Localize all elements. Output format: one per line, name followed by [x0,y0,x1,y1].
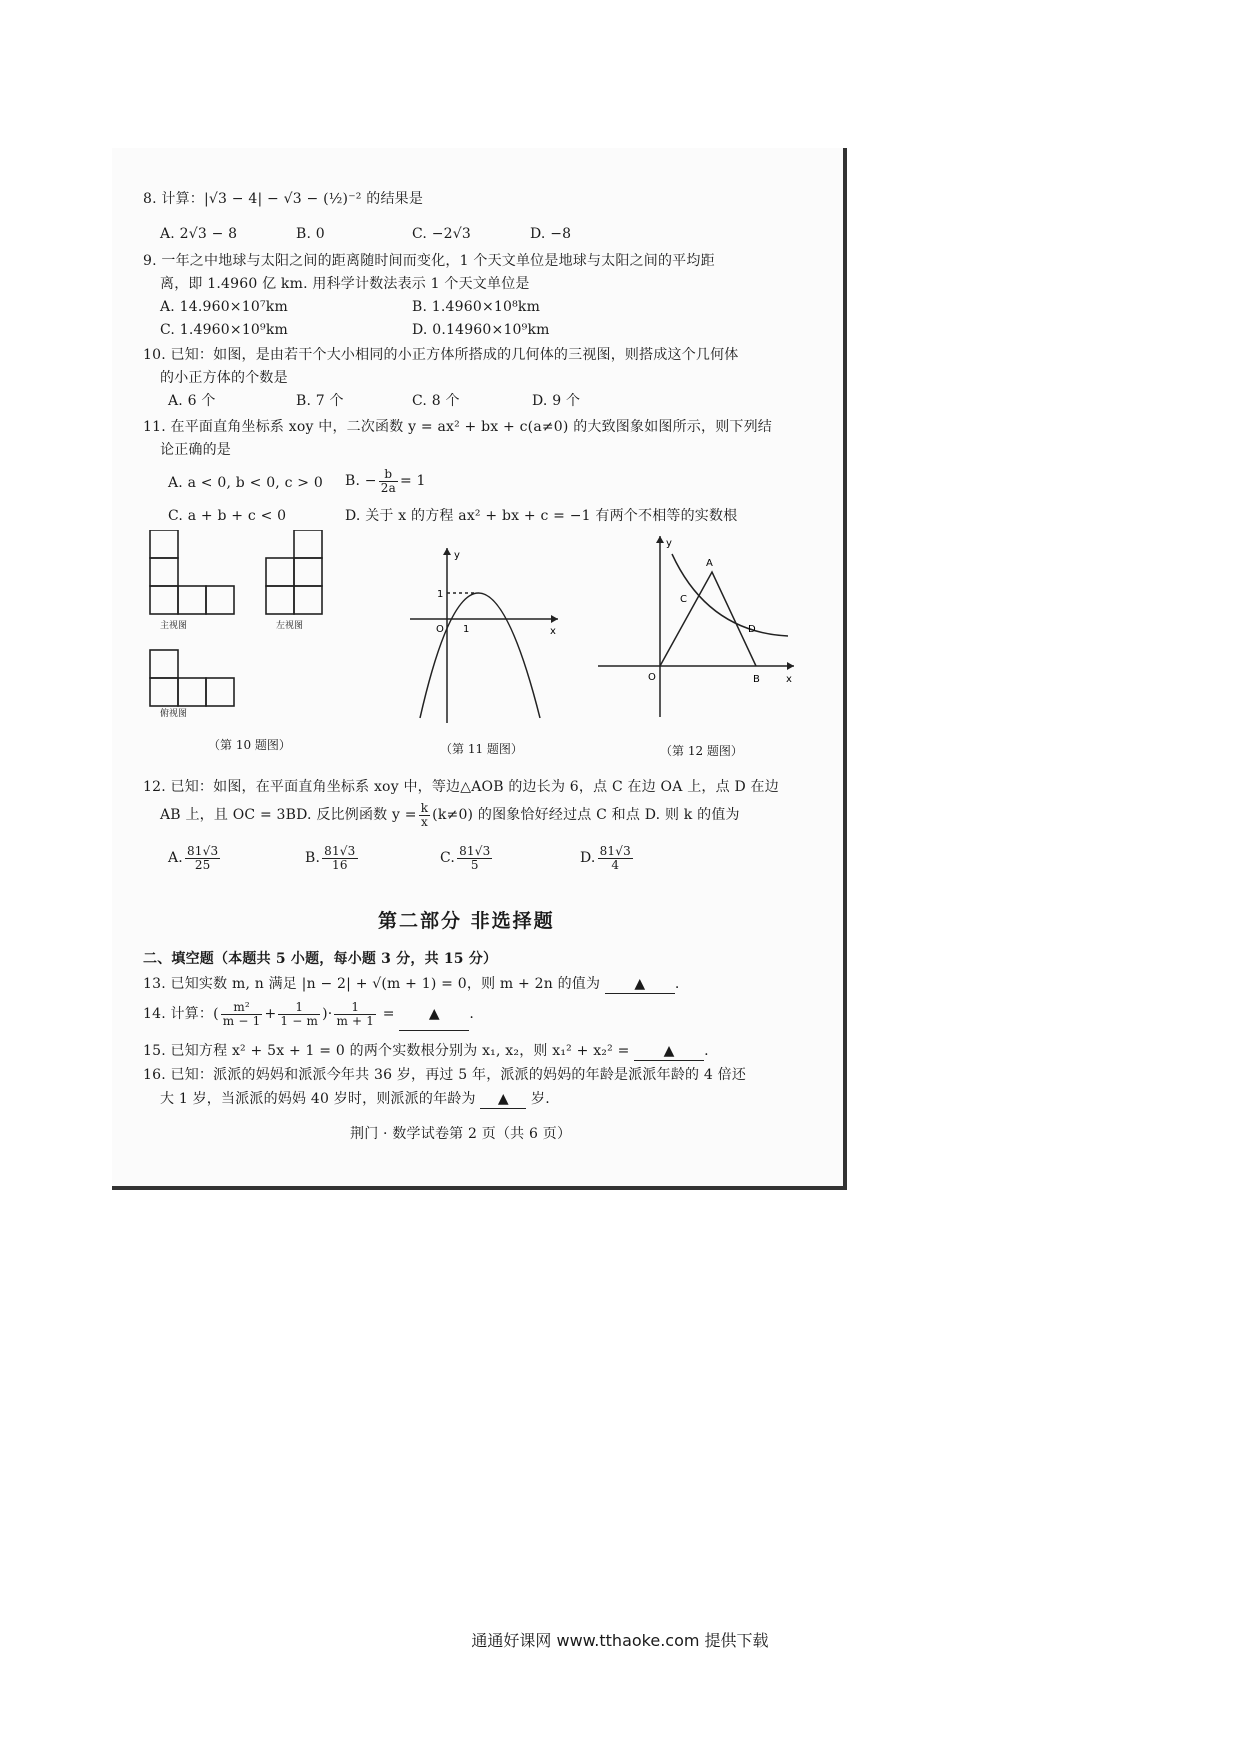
q16-stem-line1: 16. 已知：派派的妈妈和派派今年共 36 岁，再过 5 年，派派的妈妈的年龄是派派年龄的 4 倍还 [143,1067,747,1083]
fig10-front-cell [150,558,178,586]
q8-option-a: A. 2√3 − 8 [160,226,238,242]
fig10-left-cell [266,586,294,614]
q10-option-b: B. 7 个 [296,393,344,409]
fig11-x-arrow [551,615,558,623]
q12-option-c [440,842,494,874]
q12-option-a [168,842,222,874]
q14-f1-den: m − 1 [222,1013,261,1028]
q12-option-b-den: 16 [331,857,348,872]
section-fill-in-heading: 二、填空题（本题共 5 小题，每小题 3 分，共 15 分） [143,951,498,967]
fig12-origin-label: O [648,672,656,683]
q15-answer-blank: ▲ [634,1042,704,1061]
fig12-triangle [660,572,756,666]
q12-stem-line1: 12. 已知：如图，在平面直角坐标系 xoy 中，等边△AOB 的边长为 6，点 C 在边 OA 上，点 D 在边 [143,779,779,795]
q12-option-b-fraction [322,845,357,872]
q12-option-a-den: 25 [194,857,211,872]
q11-stem-line1: 11. 在平面直角坐标系 xoy 中，二次函数 y = ax² + bx + c(a≠0) 的大致图象如图所示，则下列结 [143,419,773,435]
q14-f3-den: m + 1 [336,1013,375,1028]
scan-border-right [843,148,847,1188]
fig10-top-label: 俯视图 [160,709,188,719]
q14 [143,998,474,1031]
q14-fraction-1 [221,1001,263,1028]
fig10-front-label: 主视图 [160,621,188,631]
q12-option-c-fraction [457,845,492,872]
q9-option-a: A. 14.960×10⁷km [160,299,288,315]
fig10-left-cell [294,586,322,614]
fig10-front-cell [150,586,178,614]
q10-stem-line2: 的小正方体的个数是 [160,370,288,386]
fig11-origin-label: O [436,624,444,635]
scan-border-bottom [112,1186,847,1190]
q13 [143,975,680,994]
fig10-views [140,530,260,730]
fig10-left-cell [294,530,322,558]
fig10-left-label: 左视图 [276,621,304,631]
q14-equals: = [382,1006,395,1022]
q12-option-c-den: 5 [470,857,479,872]
q12-option-a-num: 81√3 [186,843,219,858]
fig12-x-arrow [787,662,794,670]
q8-stem: 8. 计算：|√3 − 4| − √3 − (½)⁻² 的结果是 [143,191,424,207]
fig11-x-one-label: 1 [463,624,470,635]
q12-option-b-num: 81√3 [324,843,356,858]
q14-answer-blank: ▲ [399,998,469,1031]
fig11-parabola-graph [410,548,560,728]
fig12-x-label: x [786,674,792,685]
q10-option-a: A. 6 个 [168,393,216,409]
q9-option-b: B. 1.4960×10⁸km [412,299,541,315]
q11-option-b-fraction [379,468,398,495]
q11-option-b [345,466,426,496]
q11-option-b-suffix: = 1 [399,473,426,489]
fig11-y-one-label: 1 [437,589,444,600]
q14-end: . [469,1006,475,1022]
q12-option-d-label: D. [580,850,596,866]
q16-stem-line2: 大 1 岁，当派派的妈妈 40 岁时，则派派的年龄为 [160,1091,476,1107]
q14-fraction-2 [278,1001,320,1028]
fig12-hyperbola [672,554,788,636]
q12-option-a-fraction [185,845,220,872]
q10-option-c: C. 8 个 [412,393,460,409]
fig10-left-cell [266,558,294,586]
q12-option-b-label: B. [305,850,321,866]
q9-option-d: D. 0.14960×10⁹km [412,322,550,338]
q11-option-b-num: b [379,468,398,482]
q12-option-c-label: C. [440,850,456,866]
q12-option-d-den: 4 [611,857,620,872]
q8-option-c: C. −2√3 [412,226,471,242]
q14-plus: + [264,1006,277,1022]
q13-stem: 13. 已知实数 m, n 满足 |n − 2| + √(m + 1) = 0，则 m + 2n 的值为 [143,976,601,992]
site-footer: 通通好课网 www.tthaoke.com 提供下载 [471,1631,769,1650]
fig12-y-arrow [656,536,664,543]
fig10-front-cell [178,586,206,614]
fig11-parabola [420,593,540,718]
q14-mid: )· [322,1006,333,1022]
q14-prefix: 14. 计算：( [143,1006,219,1022]
q12-option-c-num: 81√3 [459,843,491,858]
q13-end: . [674,976,680,992]
q12-option-d [580,842,635,874]
q16-answer-blank: ▲ [480,1090,526,1109]
q9-stem-line1: 9. 一年之中地球与太阳之间的距离随时间而变化，1 个天文单位是地球与太阳之间的平均距 [143,253,715,269]
fig10-top-cell [178,678,206,706]
q16-line2 [160,1090,550,1109]
fig12-point-c-label: C [680,594,687,605]
q15-stem: 15. 已知方程 x² + 5x + 1 = 0 的两个实数根分别为 x₁, x₂，则 x₁² + x₂² = [143,1043,630,1059]
q12-option-b [305,842,360,874]
fig11-y-label: y [454,550,460,561]
q15 [143,1042,709,1061]
q14-f1-num: m² [221,1001,263,1015]
fig11-x-label: x [550,626,556,637]
fig10-top-cell [150,678,178,706]
q12-stem-line2 [160,800,740,830]
q9-stem-line2: 离，即 1.4960 亿 km. 用科学计数法表示 1 个天文单位是 [160,276,530,292]
q8-option-d: D. −8 [530,226,572,242]
part2-title: 第二部分 非选择题 [378,910,555,932]
fig10-top-cell [150,650,178,678]
fig10-front-cell [206,586,234,614]
q9-option-c: C. 1.4960×10⁹km [160,322,289,338]
q16-end: 岁. [531,1091,550,1107]
q14-f2-den: 1 − m [280,1013,319,1028]
q11-option-d: D. 关于 x 的方程 ax² + bx + c = −1 有两个不相等的实数根 [345,508,738,524]
q12-stem-suffix: (k≠0) 的图象恰好经过点 C 和点 D. 则 k 的值为 [432,807,740,823]
fig12-triangle-graph [598,532,798,722]
q11-option-c: C. a + b + c < 0 [168,508,287,524]
q12-option-d-num: 81√3 [599,843,631,858]
q12-x: x [420,814,428,829]
q11-option-b-den: 2a [380,480,396,495]
q14-f2-num: 1 [278,1001,320,1015]
q11-stem-line2: 论正确的是 [160,442,231,458]
fig12-point-b-label: B [753,674,760,685]
fig12-point-d-label: D [748,624,756,635]
q12-option-a-label: A. [168,850,183,866]
q12-option-d-fraction [598,845,633,872]
q11-option-a: A. a < 0, b < 0, c > 0 [168,475,323,491]
q10-stem-line1: 10. 已知：如图，是由若干个大小相同的小正方体所搭成的几何体的三视图，则搭成这个几何体 [143,347,739,363]
q12-k: k [420,800,429,815]
fig11-y-arrow [443,548,451,555]
fig12-caption: （第 12 题图） [660,744,743,758]
fig12-point-a-label: A [706,558,713,569]
q14-f3-num: 1 [334,1001,376,1015]
q8-option-b: B. 0 [296,226,325,242]
q15-end: . [704,1043,709,1059]
page-footer: 荆门 · 数学试卷第 2 页（共 6 页） [350,1126,572,1142]
q10-option-d: D. 9 个 [532,393,581,409]
q11-option-b-prefix: B. − [345,473,377,489]
fig10-left-cell [294,558,322,586]
fig10-left-view [258,530,328,630]
q13-answer-blank: ▲ [605,975,675,994]
q12-stem-prefix: AB 上，且 OC = 3BD. 反比例函数 y = [160,807,417,823]
fig11-caption: （第 11 题图） [440,742,523,756]
q14-fraction-3 [334,1001,376,1028]
fig10-top-cell [206,678,234,706]
fig10-caption: （第 10 题图） [208,738,291,752]
fig10-front-cell [150,530,178,558]
fig12-y-label: y [666,538,672,549]
q12-k-over-x [419,802,430,829]
